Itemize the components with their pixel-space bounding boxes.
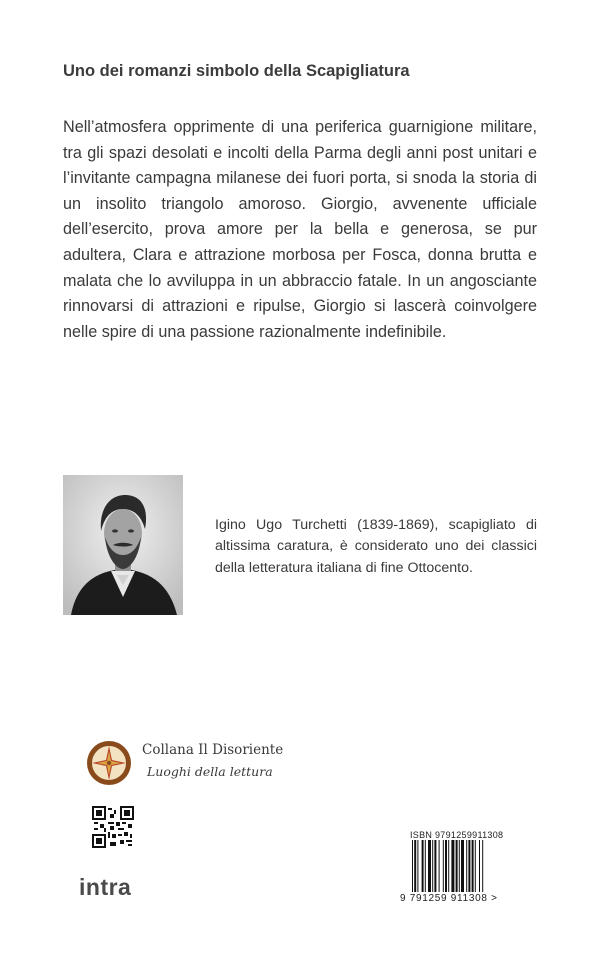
series-subtitle: Luoghi della lettura [147, 764, 273, 779]
author-bio: Igino Ugo Turchetti (1839-1869), scapigliato di altissima caratura, è considerato uno dei classici della letteratura italiana di fine Ottocento. [215, 517, 537, 576]
barcode-digits: 9 791259 911308 > [400, 893, 498, 904]
synopsis-text: Nell’atmosfera opprimente di una periferica guarnigione militare, tra gli spazi desolati e incolti della Parma degli anni post unitari e l’invitante campagna milanese dei fuori porta, si snoda la storia di un insolito triangolo amoroso. Giorgio, avvenente ufficiale dell’esercito, prova amore per la bella e generosa, se pur adultera, Clara e attrazione morbosa per Fosca, donna brutta e malata che lo avviluppa in un abbraccio fatale. In un angosciante rinnovarsi di attrazioni e ripulse, Giorgio si lascerà coinvolgere nelle spire di una passione razionalmente indefinibile. [63, 118, 537, 341]
compass-rose-icon [86, 740, 132, 786]
author-portrait [63, 475, 183, 615]
isbn-label: ISBN 9791259911308 [410, 830, 504, 840]
barcode [410, 840, 510, 892]
series-name: Collana Il Disoriente [142, 742, 284, 758]
qr-code-icon [92, 806, 134, 848]
cover-heading: Uno dei romanzi simbolo della Scapigliatura [63, 62, 410, 80]
publisher-logo: intra [79, 874, 132, 900]
